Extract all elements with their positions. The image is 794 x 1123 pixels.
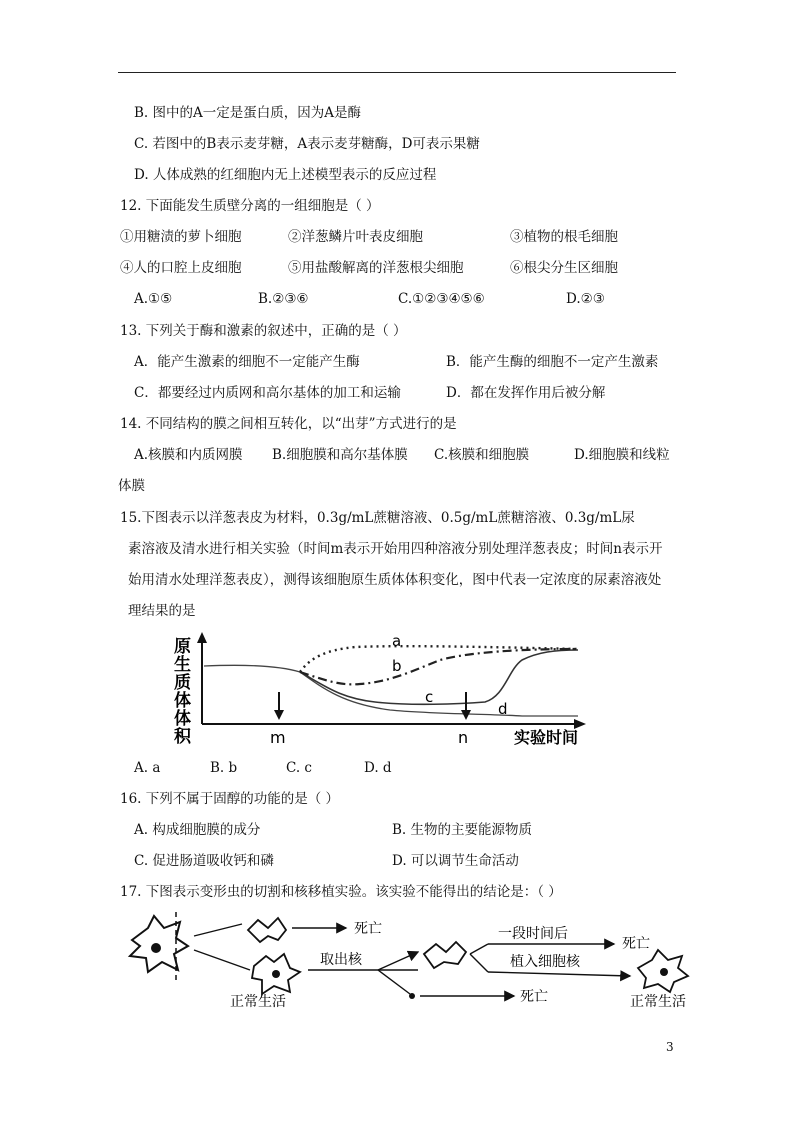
y-label-char-2: 生 <box>174 655 191 675</box>
q13-option-d: D．都在发挥作用后被分解 <box>446 385 606 401</box>
q13-option-b: B．能产生酶的细胞不一定产生激素 <box>446 354 659 370</box>
protoplast-volume-chart <box>160 630 640 750</box>
q11-option-c: C. 若图中的B表示麦芽糖，A表示麦芽糖酶，D可表示果糖 <box>134 136 480 152</box>
m-marker-arrowhead <box>274 710 284 720</box>
label-remove-nucleus: 取出核 <box>320 952 362 968</box>
label-death-1: 死亡 <box>354 921 382 937</box>
q14-option-d-continued: 体膜 <box>118 478 145 494</box>
q14-option-b: B.细胞膜和高尔基体膜 <box>272 447 408 463</box>
page-number: 3 <box>666 1040 674 1054</box>
amoeba-enucleated-icon <box>424 942 466 968</box>
q13-option-a: A．能产生激素的细胞不一定能产生酶 <box>134 354 360 370</box>
label-normal-life-1: 正常生活 <box>230 994 286 1010</box>
series-a-label: a <box>392 632 402 650</box>
q14-option-a: A.核膜和内质网膜 <box>134 447 243 463</box>
q12-stem: 12. 下面能发生质壁分离的一组细胞是（ ） <box>120 198 380 214</box>
amoeba-nucleus-icon <box>151 943 161 953</box>
q12-item-1: ①用糖渍的萝卜细胞 <box>120 229 242 245</box>
q11-option-d: D. 人体成熟的红细胞内无上述模型表示的反应过程 <box>134 167 437 183</box>
restored-nucleus-icon <box>660 968 668 976</box>
y-axis-label <box>174 636 192 747</box>
q16-stem: 16. 下列不属于固醇的功能的是（ ） <box>120 791 340 807</box>
series-d-label: d <box>498 700 508 718</box>
arrow-to-enucleated <box>378 952 418 970</box>
y-label-char-3: 质 <box>174 673 191 693</box>
arrow-to-fragment <box>194 924 242 936</box>
y-label-char-4: 体 <box>174 691 191 711</box>
q12-option-c: C.①②③④⑤⑥ <box>398 291 485 307</box>
x-axis-label: 实验时间 <box>514 728 579 747</box>
q16-option-d: D. 可以调节生命活动 <box>392 853 519 869</box>
y-label-char-5: 体 <box>174 709 191 729</box>
arrow-to-normal-life <box>488 972 630 976</box>
amoeba-experiment-diagram <box>118 910 698 1010</box>
label-after-time: 一段时间后 <box>498 926 568 942</box>
label-death-3: 死亡 <box>520 989 548 1005</box>
q16-option-b: B. 生物的主要能源物质 <box>392 822 533 838</box>
q15-stem-line-4: 理结果的是 <box>128 603 196 619</box>
fragment-nucleus-icon <box>272 970 280 978</box>
q14-option-c: C.核膜和细胞膜 <box>434 447 530 463</box>
label-death-2: 死亡 <box>622 936 650 952</box>
y-axis-arrow <box>197 632 207 643</box>
label-implant-nucleus: 植入细胞核 <box>510 954 580 970</box>
series-c-line <box>300 650 578 704</box>
q15-stem-line-2: 素溶液及清水进行相关实验（时间m表示开始用四种溶液分别处理洋葱表皮；时间n表示开 <box>128 541 663 557</box>
n-marker-arrowhead <box>461 710 471 720</box>
q14-option-d: D.细胞膜和线粒 <box>574 447 670 463</box>
series-c-label: c <box>425 688 434 706</box>
q17-stem: 17. 下图表示变形虫的切割和核移植实验。该实验不能得出的结论是：（ ） <box>120 884 562 900</box>
q13-option-c: C．都要经过内质网和高尔基体的加工和运输 <box>134 385 401 401</box>
q15-option-c: C. c <box>286 760 312 776</box>
y-label-char-1: 原 <box>174 637 191 657</box>
q15-option-b: B. b <box>210 760 238 776</box>
q12-item-6: ⑥根尖分生区细胞 <box>510 260 618 276</box>
header-rule <box>118 72 676 73</box>
q14-stem: 14. 不同结构的膜之间相互转化，以“出芽”方式进行的是 <box>120 416 457 432</box>
q15-stem-line-3: 始用清水处理洋葱表皮），测得该细胞原生质体体积变化，图中代表一定浓度的尿素溶液处 <box>128 572 662 588</box>
label-normal-life-2: 正常生活 <box>630 994 686 1010</box>
q15-stem-line-1: 15.下图表示以洋葱表皮为材料，0.3g/mL蔗糖溶液、0.5g/mL蔗糖溶液、0.3g/mL尿 <box>120 510 635 526</box>
q12-item-3: ③植物的根毛细胞 <box>510 229 618 245</box>
q12-item-2: ②洋葱鳞片叶表皮细胞 <box>288 229 423 245</box>
q12-item-4: ④人的口腔上皮细胞 <box>120 260 242 276</box>
x-tick-n: n <box>458 728 469 747</box>
isolated-nucleus-icon <box>409 993 415 999</box>
branch-line-up <box>470 944 488 954</box>
y-label-char-6: 积 <box>174 727 191 747</box>
series-b-label: b <box>392 657 402 675</box>
q16-option-a: A. 构成细胞膜的成分 <box>134 822 261 838</box>
q13-stem: 13. 下列关于酶和激素的叙述中，正确的是（ ） <box>120 323 407 339</box>
x-tick-m: m <box>270 728 286 747</box>
q12-option-a: A.①⑤ <box>134 291 173 307</box>
series-d-line <box>204 665 578 716</box>
arrow-to-nucleated-fragment <box>194 950 250 970</box>
q12-option-b: B.②③⑥ <box>258 291 309 307</box>
q16-option-c: C. 促进肠道吸收钙和磷 <box>134 853 274 869</box>
amoeba-anucleate-fragment-icon <box>248 918 286 942</box>
q15-option-a: A. a <box>134 760 161 776</box>
branch-line-down <box>470 954 488 972</box>
q11-option-b: B. 图中的A一定是蛋白质，因为A是酶 <box>134 105 362 121</box>
q12-option-d: D.②③ <box>566 291 605 307</box>
q15-option-d: D. d <box>364 760 392 776</box>
q12-item-5: ⑤用盐酸解离的洋葱根尖细胞 <box>288 260 464 276</box>
arrow-to-nucleus <box>378 970 410 994</box>
